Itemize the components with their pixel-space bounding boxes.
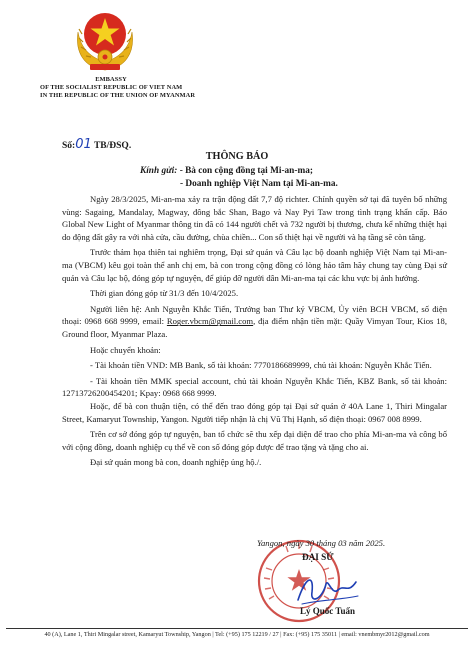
recipients-label: Kính gửi: [140, 166, 178, 176]
emblem-ribbon [90, 64, 120, 70]
recipient-businesses: - Doanh nghiệp Việt Nam tại Mi-an-ma. [180, 179, 338, 189]
ref-suffix: TB/ĐSQ. [93, 141, 132, 151]
paragraph-in-person: Hoặc, để bà con thuận tiện, có thể đến trao đóng góp tại Đại sứ quán ở 40A Lane 1, Thiri Mingalar Street, Kamaryut Township, Yangon. Người tiếp nhận là chị Vũ Thị Hạnh, số điện thoại: 0967 008 8999. [62, 400, 447, 424]
paragraph-transfer: Hoặc chuyển khoản: [90, 344, 161, 355]
contact-email-link[interactable]: Roger.vbcm@gmail.com [166, 316, 254, 327]
footer-contact: 40 (A), Lane 1, Thiri Mingalar street, Kamaryut Township, Yangon | Tel: (+95) 175 12219 / 27 | Fax: (+95) 175 35011 | email: vnembmyr2012@gmail.com [44, 631, 430, 638]
paragraph-appeal: Trước thảm họa thiên tai nghiêm trọng, Đại sứ quán và Câu lạc bộ doanh nghiệp Việt Nam tại Mi-an-ma (VBCM) kêu gọi toàn thể anh chị em, bà con trong cộng đồng có lòng hảo tâm hãy chung tay cùng Đại sứ quán và Câu lạc bộ, đóng góp tự nguyện, để giúp đỡ người dân Mi-an-ma tại các khu vực bị ảnh hưởng. [62, 247, 447, 283]
ref-prefix: Số: [62, 141, 76, 151]
embassy-line-2: OF THE SOCIALIST REPUBLIC OF VIET NAM [40, 84, 183, 92]
ref-number-handwritten: 01 [75, 137, 92, 152]
contact-text-b: , địa điểm nhận tiền mặt: Quầy Vimyan Tour, Kios 18, Ground floor, Myanmar Plaza. [62, 316, 447, 339]
signatory-title: ĐẠI SỨ [302, 552, 334, 562]
contact-text-a: Người liên hệ: Anh Nguyễn Khắc Tiến, Trưởng ban Thư ký VBCM, Ủy viên BCH VBCM, số điện thoại: 0968 668 9999, email: [62, 303, 447, 327]
paragraph-vnd-account: - Tài khoản tiền VND: MB Bank, số tài khoản: 7770186689999, chủ tài khoản: Nguyễn Khắc Tiến. [90, 360, 432, 371]
recipient-community: - Bà con cộng đồng tại Mi-an-ma; [179, 166, 313, 176]
recipients-line-1 [140, 166, 313, 176]
reference-number [62, 137, 131, 152]
handwritten-signature [292, 570, 364, 610]
emblem-gear-icon [98, 50, 112, 64]
paragraph-mmk-account: - Tài khoản tiền MMK special account, chủ tài khoản Nguyễn Khắc Tiến, KBZ Bank, số tài khoản: 12713726200454201; Kpay: 0968 668 9999. [62, 375, 447, 399]
paragraph-period: Thời gian đóng góp từ 31/3 đến 10/4/2025. [90, 288, 239, 299]
signatory-name: Lý Quốc Tuấn [300, 606, 356, 616]
paragraph-closing: Đại sứ quán mong bà con, doanh nghiệp ủng hộ./. [90, 457, 262, 468]
paragraph-earthquake: Ngày 28/3/2025, Mi-an-ma xảy ra trận động đất 7,7 độ richter. Chính quyền sở tại đã tuyên bố những vùng: Sagaing, Mandalay, Magway, đông bắc Shan, Bago và Nay Pyi Taw trong tình trạng khẩn cấp. Báo Global New Light of Myanmar thông tin đã có 144 người chết và 732 người bị thương, chưa kể những thiệt hại do động đất gây ra với nhà cửa, cầu đường, chùa chiền... Con số thiệt hại về người và hạ tầng sẽ còn tăng. [62, 194, 447, 242]
signing-date: Yangon, ngày 30 tháng 03 năm 2025. [257, 538, 386, 548]
embassy-header [40, 76, 196, 101]
document-title: THÔNG BÁO [205, 151, 269, 162]
embassy-line-1: EMBASSY [95, 76, 127, 83]
embassy-line-3: IN THE REPUBLIC OF THE UNION OF MYANMAR [40, 92, 196, 100]
paragraph-organizer: Trên cơ sở đóng góp tự nguyện, ban tổ chức sẽ thu xếp đại diện để trao cho phía Mi-an-ma và công bố với cộng đồng, doanh nghiệp cụ thể về con số đóng góp được để trao tặng và tặng cho ai. [62, 429, 447, 452]
paragraph-contact [62, 303, 447, 341]
body-text [62, 193, 447, 469]
footer-divider [6, 628, 468, 629]
national-emblem [70, 4, 140, 74]
